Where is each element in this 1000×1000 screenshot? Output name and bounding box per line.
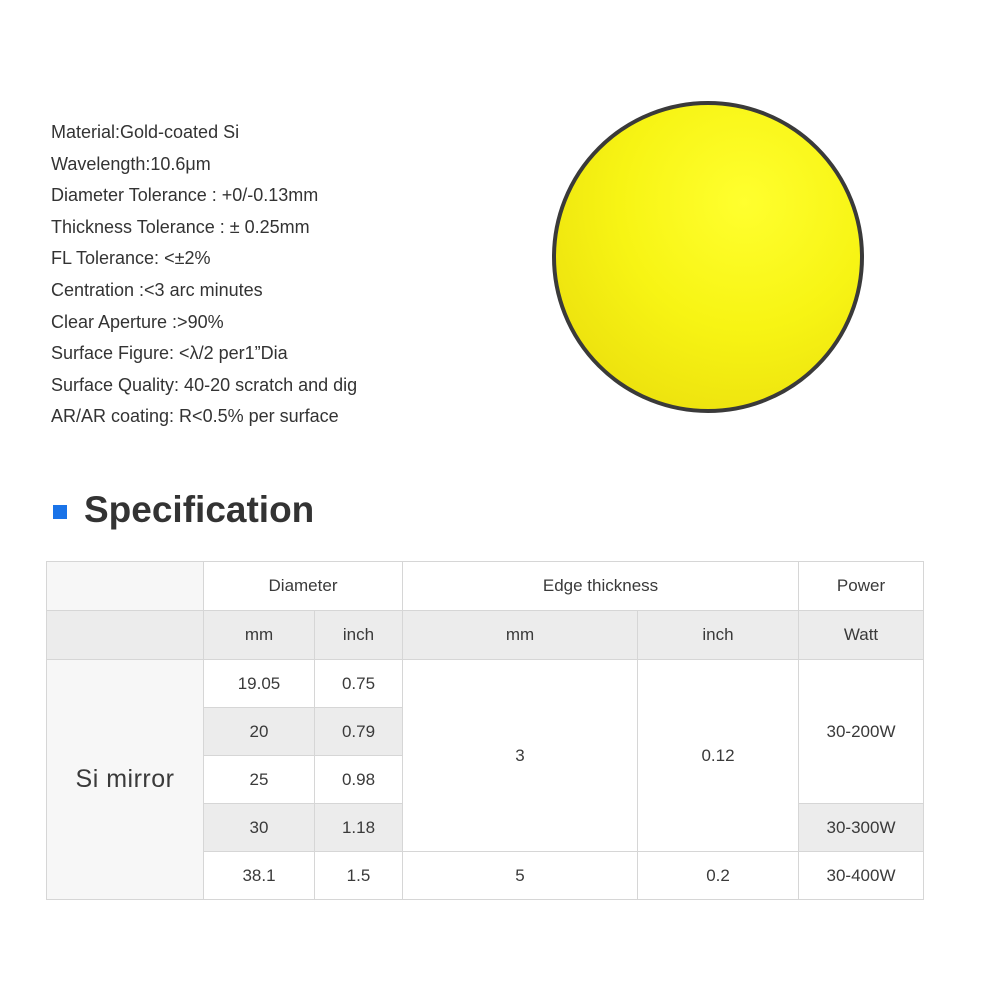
diameter-mm-cell: 38.1 bbox=[204, 852, 315, 900]
table-corner-cell bbox=[47, 562, 204, 611]
power-cell: 30-300W bbox=[799, 804, 924, 852]
diameter-mm-cell: 19.05 bbox=[204, 660, 315, 708]
diameter-inch-cell: 0.98 bbox=[315, 756, 403, 804]
unit-edge-inch: inch bbox=[638, 611, 799, 660]
diameter-inch-cell: 1.18 bbox=[315, 804, 403, 852]
table-row bbox=[47, 660, 924, 708]
unit-power: Watt bbox=[799, 611, 924, 660]
spec-surface-quality: Surface Quality: 40-20 scratch and dig bbox=[51, 374, 358, 395]
spec-fl-tolerance: FL Tolerance: <±2% bbox=[51, 248, 211, 269]
spec-centration: Centration :<3 arc minutes bbox=[51, 279, 263, 300]
spec-clear-aperture: Clear Aperture :>90% bbox=[51, 311, 224, 332]
unit-edge-mm: mm bbox=[403, 611, 638, 660]
diameter-inch-cell: 1.5 bbox=[315, 852, 403, 900]
spec-thickness-tolerance: Thickness Tolerance : ± 0.25mm bbox=[51, 216, 310, 237]
spec-material: Material:Gold-coated Si bbox=[51, 122, 240, 142]
unit-diameter-inch: inch bbox=[315, 611, 403, 660]
gold-coated-si-mirror-disc bbox=[552, 101, 864, 413]
header-diameter: Diameter bbox=[204, 562, 403, 611]
spec-diameter-tolerance: Diameter Tolerance : +0/-0.13mm bbox=[51, 185, 319, 206]
units-empty-cell bbox=[47, 611, 204, 660]
table-header-row bbox=[47, 562, 924, 611]
spec-surface-figure: Surface Figure: <λ/2 per1”Dia bbox=[51, 343, 288, 364]
diameter-mm-cell: 30 bbox=[204, 804, 315, 852]
section-title: Specification bbox=[84, 489, 315, 530]
diameter-mm-cell: 20 bbox=[204, 708, 315, 756]
product-name-cell: Si mirror bbox=[47, 660, 204, 900]
edge-mm-cell: 5 bbox=[403, 852, 638, 900]
edge-inch-cell: 0.2 bbox=[638, 852, 799, 900]
edge-inch-cell: 0.12 bbox=[638, 660, 799, 852]
spec-wavelength: Wavelength:10.6μm bbox=[51, 153, 211, 174]
diameter-inch-cell: 0.75 bbox=[315, 660, 403, 708]
edge-mm-cell: 3 bbox=[403, 660, 638, 852]
diameter-inch-cell: 0.79 bbox=[315, 708, 403, 756]
spec-ar-coating: AR/AR coating: R<0.5% per surface bbox=[51, 406, 339, 427]
section-marker-icon bbox=[53, 505, 67, 519]
header-power: Power bbox=[799, 562, 924, 611]
power-cell: 30-200W bbox=[799, 660, 924, 804]
header-edge-thickness: Edge thickness bbox=[403, 562, 799, 611]
spec-list bbox=[51, 117, 357, 433]
spec-table bbox=[46, 561, 924, 900]
power-cell: 30-400W bbox=[799, 852, 924, 900]
unit-diameter-mm: mm bbox=[204, 611, 315, 660]
diameter-mm-cell: 25 bbox=[204, 756, 315, 804]
table-units-row bbox=[47, 611, 924, 660]
